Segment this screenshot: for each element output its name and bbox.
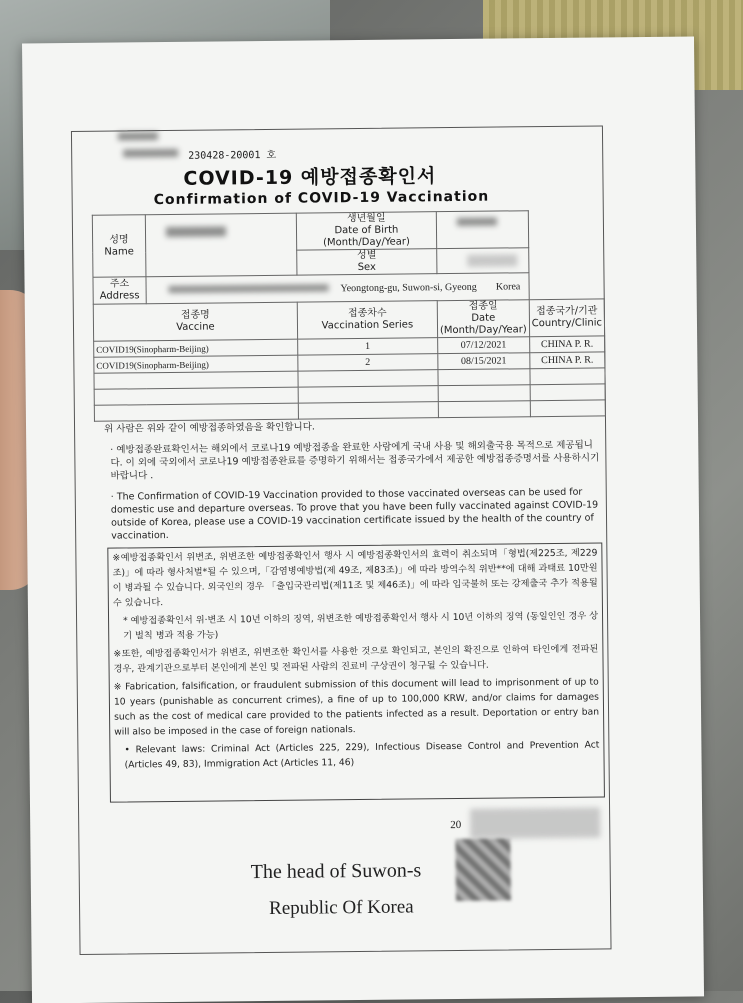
redacted-date [470,808,600,839]
certificate-paper [22,36,704,1003]
header-vaccine: 접종명 Vaccine [93,302,297,341]
header-country: 접종국가/기관 Country/Clinic [529,299,605,337]
row-date: 08/15/2021 [438,353,530,370]
header-date: 접종일 Date (Month/Day/Year) [437,300,529,338]
info-table [92,209,606,421]
title-english: Confirmation of COVID-19 Vaccination [153,188,490,209]
sex-value [437,248,529,274]
confirm-statement: 위 사람은 위와 같이 예방접종하였음을 확인합니다. [104,421,315,435]
dob-label: 생년월일 Date of Birth (Month/Day/Year) [296,212,436,250]
penalty-en-2: • Relevant laws: Criminal Act (Articles 225, 229), Infectious Disease Control and Prevention Act (Articles 49, 83), Immigration Act (Articles 11, 46) [124,739,600,771]
row-series: 1 [298,338,438,355]
name-value [145,213,297,277]
vaccine-table-header [93,299,604,341]
row-country: CHINA P. R. [530,352,605,369]
address-value: Yeongtong-gu, Suwon-si, Gyeong Korea [146,273,529,304]
row-date: 07/12/2021 [438,337,530,354]
row-vaccine: COVID19(Sinopharm-Beijing) [94,355,298,373]
penalty-ko-2: * 예방접종확인서 위·변조 시 10년 이하의 징역, 위변조한 예방접종확인서 행사 시 10년 이하의 징역 (동일인인 경우 상기 벌칙 병과 적용 가능) [123,610,599,642]
sex-label: 성별 Sex [297,249,437,275]
issue-number: 230428-20001 호 [188,149,277,162]
issue-date: 20 [450,818,462,832]
title-korean: COVID-19 예방접종확인서 [183,165,437,190]
issuer-head: The head of Suwon-s [250,859,422,884]
header-series: 접종차수 Vaccination Series [297,301,437,339]
penalty-ko-3: ※또한, 예방접종확인서가 위변조, 위변조한 확인서를 사용한 것으로 확인되고, 본인의 확진으로 인하여 타인에게 전파된 경우, 관계기관으로부터 본인에게 본인 및 전파된 사람의 진료비 구상권이 청구될 수 있습니다. [113,643,599,675]
row-series: 2 [298,354,438,371]
penalty-en-1: ※ Fabrication, falsification, or fraudulent submission of this document will lead to imprisonment of up to 10 years (punishable as concurrent crimes), a fine of up to 100,000 KRW, and/or claims for damages such as the cost of medical care provided to the patients infected as a result. Deportation or entry ban will also be imposed in the case of foreign nationals. [113,676,600,738]
redacted-block [123,149,178,158]
notice-korean: · 예방접종완료확인서는 해외에서 코로나19 예방접종을 완료한 사람에게 국내 사용 및 해외출국용 목적으로 제공됩니다. 이 외에 국외에서 코로나19 예방접종완료를 증명하기 위해서는 접종국가에서 제공한 예방접종증명서를 사용하시기 바랍니다 . [110,439,600,482]
penalty-notice-box [107,542,605,802]
row-country: CHINA P. R. [529,336,604,353]
official-seal [455,838,511,901]
redacted-block [118,132,158,140]
notice-section [104,417,605,550]
penalty-ko-1: ※예방접종확인서 위변조, 위변조한 예방접종확인서 행사 시 예방접종확인서의 효력이 취소되며「형법(제225조, 제229조)」에 따라 형사처벌*될 수 있으며,「감염병예방법(제 49조, 제83조)」에 따라 방역수칙 위반**에 대해 과태료 10만원이 병과될 수 있습니다. 외국인의 경우 「출입국관리법(제11조 및 제46조)」에 따라 입국불허 또는 강제출국 추가 적용될 수 있습니다. [112,547,598,609]
row-vaccine: COVID19(Sinopharm-Beijing) [94,339,298,357]
issuer-republic: Republic Of Korea [268,896,414,919]
address-label: 주소 Address [93,277,146,305]
name-label: 성명 Name [92,215,146,278]
notice-english: · The Confirmation of COVID-19 Vaccination provided to those vaccinated overseas can be used for domestic use and departure overseas. To prove that you have been fully vaccinated against COVID-19 outside of Korea, please use a COVID-19 vaccination certificate issued by the health of the country of vaccination. [110,486,599,542]
dob-value [436,211,528,249]
